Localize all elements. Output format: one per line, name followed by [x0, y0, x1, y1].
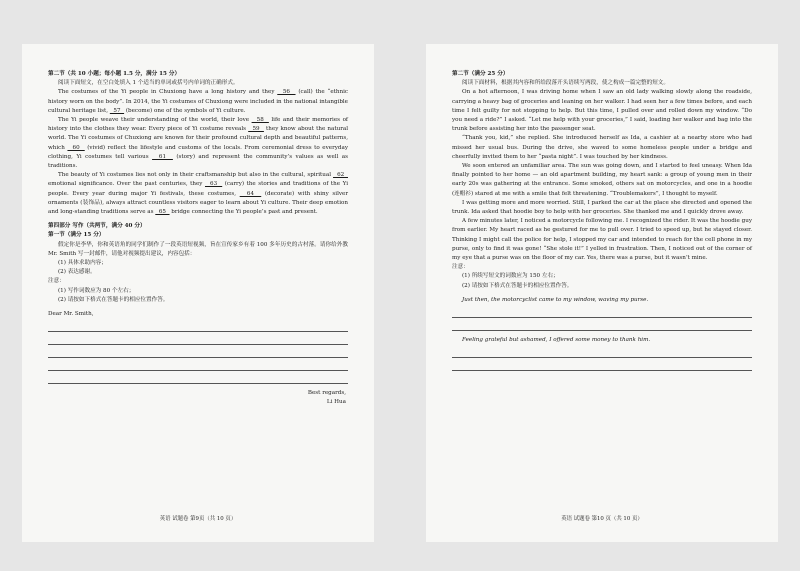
section-2-title: 第二节（共 10 小题；每小题 1.5 分，满分 15 分）: [48, 71, 181, 77]
answer-line[interactable]: [48, 345, 348, 358]
exam-page-10: [426, 44, 778, 542]
blank-64[interactable]: 64: [239, 190, 262, 197]
blank-58[interactable]: 58: [251, 117, 269, 124]
blank-56[interactable]: 56: [277, 89, 296, 96]
answer-line[interactable]: [452, 318, 752, 331]
note-2: (2) 请按如下格式在答题卡的相应位置作答。: [58, 296, 169, 303]
exam-page-9: [22, 44, 374, 542]
passage-paragraph-3: The beauty of Yi costumes lies not only in their craftsmanship but also in the cultural, spiritual 62 emotional significance. Over the past centuries, they 63 (carry) the stories and traditions of the Yi people. Every year during major Yi festivals, these costumes, 64 (decorate) with shiny silver ornaments (装饰品), always attract countless visitors eager to learn about Yi culture. Their deep emotion and long-standing traditions serve as 65 bridge connecting the Yi people’s past and present.: [48, 172, 348, 216]
page-footer: 英语 试题卷 第10 页（共 10 页）: [561, 516, 643, 522]
writing-section-1-title: 第一节（满分 15 分）: [48, 232, 105, 239]
answer-line[interactable]: [452, 358, 752, 371]
blank-62[interactable]: 62: [333, 172, 348, 179]
answer-line[interactable]: [48, 371, 348, 384]
page-footer: 英语 试题卷 第9页（共 10 页）: [159, 516, 237, 522]
letter-closing: Best regards,: [307, 390, 346, 397]
story-paragraph-4: I was getting more and more worried. Still, I parked the car at the place she directed and opened the trunk. Ida asked that hoodie boy to help with her groceries. She thanked me and I quickly drove away.: [452, 199, 752, 216]
section-2-title: 第二节（满分 25 分）: [452, 71, 509, 77]
letter-salutation: Dear Mr. Smith,: [48, 311, 94, 318]
note-label: 注意：: [452, 264, 469, 271]
section-2-instructions: 阅读下面材料，根据其内容和所给段落开头语续写两段，使之构成一篇完整的短文。: [462, 80, 669, 87]
passage-paragraph-2: The Yi people weave their understanding of the world, their love 58 life and their memories of history into the clothes they wear. Every piece of Yi costume reveals 59 they know about the natural world. The Yi costumes of Chuxiong are known for their profound cultural depth and beautiful patterns, which 60 (vivid) reflect the lifestyle and customs of the locals. From ceremonial dress to everyday clothing, Yi costumes tell various 61 (story) and represent the community’s values as well as traditions.: [48, 117, 349, 170]
story-paragraph-2: “Thank you, kid,” she replied. She introduced herself as Ida, a cashier at a nearby store who had missed her usual bus. During the drive, she waved to some homeless people under a bridge and cheerfully invited them to her “pasta night”. I was touched by her kindness.: [452, 135, 752, 160]
note-1: (1) 所续写短文的词数应为 150 左右；: [462, 273, 559, 280]
requirement-1: (1) 具体求助内容；: [58, 260, 107, 267]
blank-65[interactable]: 65: [155, 209, 170, 216]
answer-line[interactable]: [48, 358, 348, 371]
section-2-instructions: 阅读下面短文，在空白处填入 1 个适当的单词或括号内单词的正确形式。: [58, 80, 239, 87]
requirement-2: (2) 表达感谢。: [58, 269, 96, 276]
writing-instructions: 假定你是李华，你和英语角的同学们制作了一段英语短视频，旨在宣传家乡有着 100 多年历史的古村落。请你给外教 Mr. Smith 写一封邮件，请他对视频提出建议，内容包括：: [48, 241, 348, 257]
story-paragraph-1: On a hot afternoon, I was driving home when I saw an old lady walking slowly along the roadside, carrying a heavy bag of groceries and leaning on her walker. I had seen her a few times before, and each time I felt guilty for not stopping to help. But this time, I pulled over and rolled down my window. “Do you need a ride?” I asked. “Let me help with your groceries,” I said, loading her walker and bag into the trunk before assisting her into the passenger seat.: [452, 89, 752, 133]
passage-paragraph-1: The costumes of the Yi people in Chuxiong have a long history and they 56 (call) the “ethnic history worn on the body”. In 2014, the Yi costumes of Chuxiong were included in the national intangible cultural heritage list, 57 (become) one of the symbols of Yi culture.: [48, 89, 349, 114]
answer-line[interactable]: [452, 305, 752, 318]
continuation-opening-2: Feeling grateful but ashamed, I offered some money to thank him.: [462, 337, 651, 344]
blank-61[interactable]: 61: [152, 153, 173, 160]
blank-60[interactable]: 60: [67, 144, 85, 151]
note-2: (2) 请按如下格式在答题卡的相应位置作答。: [462, 282, 573, 289]
answer-line[interactable]: [48, 332, 348, 345]
note-1: (1) 写作词数应为 80 个左右；: [58, 287, 135, 294]
letter-signature: Li Hua: [326, 399, 346, 406]
note-label: 注意：: [48, 278, 65, 285]
blank-59[interactable]: 59: [248, 126, 264, 133]
story-paragraph-5: A few minutes later, I noticed a motorcycle following me. I recognized the rider. It was the hoodie guy from earlier. My heart raced as he gestured for me to pull over. I tried to speed up, but he stayed closer. Thinking I might call the police for help, I stopped my car and intended to reach for the cell phone in my purse, only to find it was gone! “She stole it!” I yelled in frustration. Then, I noticed out of the corner of my eye that a purse was on the floor of my car. Yes, there was a purse, but it wasn’t mine.: [452, 218, 752, 262]
blank-63[interactable]: 63: [204, 181, 223, 188]
blank-57[interactable]: 57: [109, 107, 125, 114]
story-paragraph-3: We soon entered an unfamiliar area. The sun was going down, and I started to feel uneasy. When Ida finally pointed to her home — an old apartment building, my heart sank: a group of young men in their early 20s was gathering at the entrance. Some smoked, others sat on motorcycles, and one in a hoodie (连帽衫) stared at me with a smile that felt threatening. “Troublemakers”, I thought to myself.: [452, 163, 752, 197]
answer-line[interactable]: [48, 319, 348, 332]
answer-line[interactable]: [452, 345, 752, 358]
continuation-opening-1: Just then, the motorcyclist came to my window, waving my purse.: [462, 296, 649, 303]
part-4-title: 第四部分 写作（共两节，满分 40 分）: [48, 223, 146, 230]
